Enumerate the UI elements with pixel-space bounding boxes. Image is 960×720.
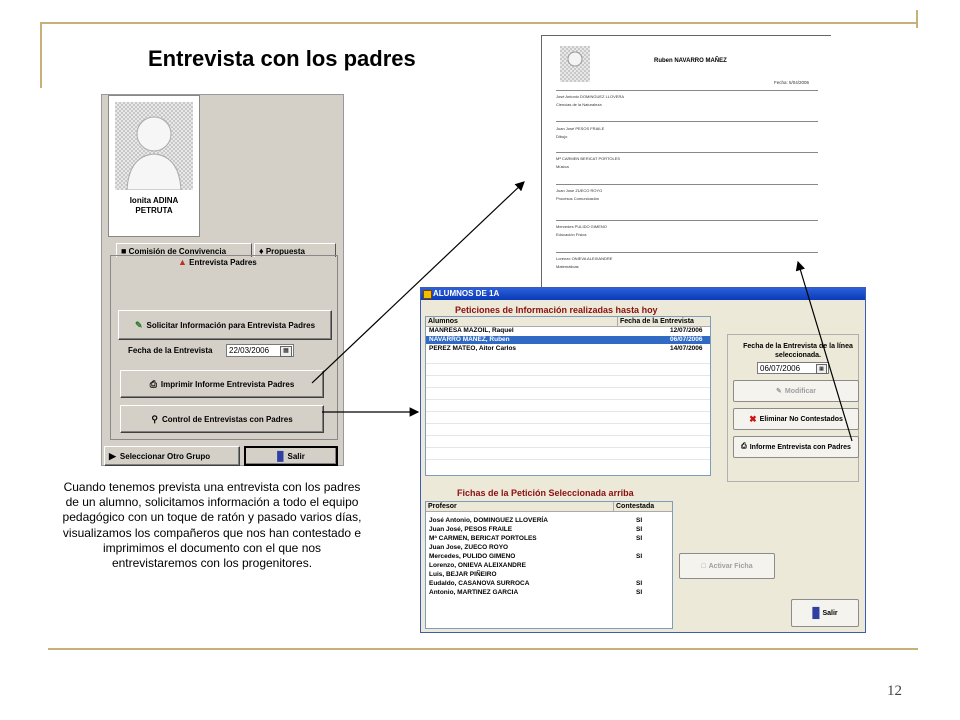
fecha-value: 06/07/2006 [760, 364, 801, 373]
row-alumno: PEREZ MATEO, Aitor Carlos [429, 345, 517, 352]
report-entry-teacher: Juan Jose ZUECO ROYO [556, 188, 603, 193]
row-profesor: Antonio, MARTINEZ GARCIA [429, 589, 519, 596]
row-profesor: Eudaldo, CASANOVA SURROCA [429, 580, 530, 587]
report-student-name: Ruben NAVARRO MAÑEZ [654, 58, 727, 64]
printer-icon: ⎙ [149, 378, 157, 389]
row-contestada: SI [636, 553, 643, 560]
row-fecha: 12/07/2006 [670, 327, 703, 334]
column-header-contestada[interactable]: Contestada [614, 502, 673, 512]
edit-icon: ✎ [776, 388, 782, 395]
report-entry-teacher: Juan José PESOS FRAILE [556, 126, 605, 131]
calendar-icon[interactable]: ▦ [280, 346, 292, 357]
report-entry-teacher: José Antonio DOMINGUEZ LLOVERA [556, 94, 625, 99]
report-entry-subject: Educación Física [556, 232, 587, 237]
calendar-icon[interactable]: ▦ [816, 364, 827, 374]
row-profesor: Luis, BEJAR PIÑEIRO [429, 571, 497, 578]
tab-label: Propuesta [265, 247, 305, 256]
row-profesor: Juan José, PESOS FRAILE [429, 526, 513, 533]
report-entry-teacher: Mª CARMEN BERICAT PORTOLES [556, 156, 621, 161]
row-contestada: SI [636, 517, 643, 524]
search-icon: ⚲ [151, 413, 158, 424]
page-number: 12 [887, 683, 902, 699]
row-profesor: Juan Jose, ZUECO ROYO [429, 544, 509, 551]
row-fecha: 06/07/2006 [670, 336, 703, 343]
document-icon: □ [701, 562, 706, 570]
button-label: Salir [287, 451, 305, 461]
propuesta-icon: ♦ [259, 246, 264, 256]
button-label: Activar Ficha [708, 562, 753, 570]
printer-icon: ⎙ [741, 443, 747, 450]
row-fecha: 14/07/2006 [670, 345, 703, 352]
entrevista-icon: ▲ [178, 257, 187, 267]
fichas-title: Fichas de la Petición Seleccionada arriba [457, 488, 634, 498]
row-profesor: Mercedes, PULIDO GIMENO [429, 553, 516, 560]
window-title: ALUMNOS DE 1A [433, 289, 500, 298]
row-contestada: SI [636, 535, 643, 542]
button-label: Control de Entrevistas con Padres [161, 414, 293, 424]
report-entry-subject: Música [556, 164, 569, 169]
door-icon: █ [277, 451, 284, 461]
slide-title: Entrevista con los padres [148, 46, 416, 71]
peticiones-title: Peticiones de Información realizadas hasta hoy [455, 305, 658, 315]
select-group-icon: ▶ [109, 450, 116, 461]
report-entry-subject: Dibujo [556, 134, 568, 139]
report-entry-subject: Matemáticas [556, 264, 579, 269]
row-profesor: Lorenzo, ONIEVA ALEIXANDRE [429, 562, 526, 569]
row-alumno: NAVARRO MAÑEZ, Ruben [429, 336, 510, 343]
button-label: Seleccionar Otro Grupo [119, 451, 211, 461]
report-entry-teacher: Mercedes PULIDO GIMENO [556, 224, 607, 229]
row-contestada: SI [636, 589, 643, 596]
column-header-profesor[interactable]: Profesor [426, 502, 614, 512]
fecha-label: Fecha de la Entrevista de la línea seleccionada. [743, 343, 853, 359]
slide-caption: Cuando tenemos prevista una entrevista con los padres de un alumno, solicitamos información a todo el equipo pedagógico con un toque de ratón y pasado varios días, visualizamos los compañeros que nos han contestado e imprimimos el documento con el que nos entrevistaremos con los progenitores. [62, 480, 362, 571]
row-profesor: Mª CARMEN, BERICAT PORTOLES [429, 535, 537, 542]
row-alumno: MANRESA MAZOIL, Raquel [429, 327, 514, 334]
button-label: Imprimir Informe Entrevista Padres [160, 379, 295, 389]
report-entry-teacher: Lorenzo ONIEVA ALEIXANDRE [556, 256, 613, 261]
student-name-line1: Ionita ADINA [129, 196, 179, 205]
button-label: Salir [822, 609, 838, 617]
group-icon: ■ [121, 246, 127, 256]
row-contestada: SI [636, 526, 643, 533]
column-header-alumnos[interactable]: Alumnos [426, 317, 618, 327]
date-label: Fecha de la Entrevista [128, 346, 213, 355]
request-icon: ✎ [134, 319, 143, 330]
report-entry-subject: Procesos Comunicación [556, 196, 600, 201]
arrow-informe-to-report [798, 262, 852, 441]
arrow-print-to-report [312, 182, 524, 383]
button-label: Informe Entrevista con Padres [749, 443, 851, 451]
door-icon: █ [812, 607, 820, 619]
tab-label: Comisión de Convivencia [128, 247, 227, 256]
student-name-line2: PETRUTA [135, 206, 173, 215]
button-label: Eliminar No Contestados [759, 415, 843, 423]
button-label: Solicitar Información para Entrevista Padres [146, 320, 316, 330]
row-profesor: José Antonio, DOMINGUEZ LLOVERÍA [429, 517, 548, 524]
date-value: 22/03/2006 [229, 346, 270, 355]
delete-icon: ✖ [749, 413, 757, 424]
button-label: Modificar [784, 387, 816, 395]
report-entry-subject: Ciencias de la Naturaleza [556, 102, 602, 107]
tab-label: Entrevista Padres [189, 258, 257, 267]
column-header-fecha[interactable]: Fecha de la Entrevista [618, 317, 711, 327]
report-date: Fecha: 5/04/2006 [774, 80, 810, 85]
row-contestada: SI [636, 580, 643, 587]
